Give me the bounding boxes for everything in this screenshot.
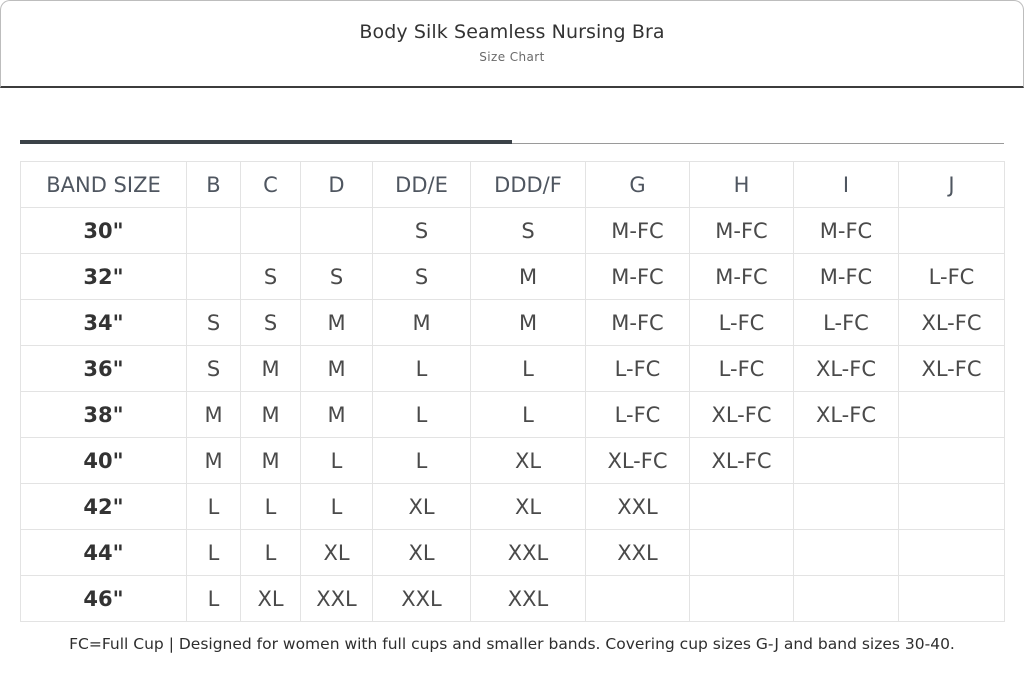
size-cell: L-FC	[586, 392, 690, 438]
size-cell: XL	[471, 484, 586, 530]
table-row	[21, 576, 1005, 622]
size-cell: M	[471, 254, 586, 300]
table-row	[21, 208, 1005, 254]
size-cell: XL-FC	[899, 300, 1005, 346]
size-cell: L-FC	[794, 300, 899, 346]
size-cell: S	[373, 254, 471, 300]
size-cell: S	[301, 254, 373, 300]
size-cell	[899, 576, 1005, 622]
column-header: H	[690, 162, 794, 208]
size-cell	[187, 208, 241, 254]
column-header: BAND SIZE	[21, 162, 187, 208]
size-cell	[690, 530, 794, 576]
size-cell: L	[187, 576, 241, 622]
size-cell	[690, 576, 794, 622]
column-header: B	[187, 162, 241, 208]
band-size-cell: 42"	[21, 484, 187, 530]
size-cell: S	[241, 254, 301, 300]
size-cell: M	[187, 438, 241, 484]
column-header: I	[794, 162, 899, 208]
size-cell: M	[373, 300, 471, 346]
size-cell: L-FC	[586, 346, 690, 392]
column-header: C	[241, 162, 301, 208]
size-cell: XXL	[373, 576, 471, 622]
band-size-cell: 34"	[21, 300, 187, 346]
band-size-cell: 36"	[21, 346, 187, 392]
size-cell: S	[471, 208, 586, 254]
size-cell: M-FC	[586, 208, 690, 254]
size-cell	[899, 208, 1005, 254]
size-cell: M	[241, 438, 301, 484]
size-cell: XXL	[586, 530, 690, 576]
size-cell: XL	[301, 530, 373, 576]
size-cell: M-FC	[794, 254, 899, 300]
size-cell: XL-FC	[794, 346, 899, 392]
size-cell	[794, 576, 899, 622]
table-row	[21, 530, 1005, 576]
size-cell: M	[301, 346, 373, 392]
size-cell: L-FC	[690, 346, 794, 392]
header-row	[21, 162, 1005, 208]
size-cell	[241, 208, 301, 254]
size-cell: XXL	[586, 484, 690, 530]
table-row	[21, 484, 1005, 530]
size-cell: M	[301, 300, 373, 346]
size-cell	[899, 530, 1005, 576]
size-cell: M	[241, 346, 301, 392]
size-cell	[586, 576, 690, 622]
size-cell: L	[471, 346, 586, 392]
size-cell: L	[187, 484, 241, 530]
size-cell: XL	[373, 484, 471, 530]
band-size-cell: 44"	[21, 530, 187, 576]
size-cell	[899, 392, 1005, 438]
size-cell: L-FC	[690, 300, 794, 346]
size-cell: XL	[373, 530, 471, 576]
band-size-cell: 40"	[21, 438, 187, 484]
size-cell: L	[241, 484, 301, 530]
table-row	[21, 438, 1005, 484]
size-cell: L	[301, 438, 373, 484]
size-cell: XL	[471, 438, 586, 484]
column-header: D	[301, 162, 373, 208]
column-header: J	[899, 162, 1005, 208]
column-header: DDD/F	[471, 162, 586, 208]
size-cell: L	[301, 484, 373, 530]
size-cell: L	[373, 392, 471, 438]
size-cell: M	[301, 392, 373, 438]
page-subtitle: Size Chart	[479, 50, 545, 64]
size-cell	[899, 484, 1005, 530]
size-cell: XL-FC	[586, 438, 690, 484]
table-row	[21, 254, 1005, 300]
column-header: G	[586, 162, 690, 208]
size-cell	[690, 484, 794, 530]
band-size-cell: 30"	[21, 208, 187, 254]
size-cell	[794, 484, 899, 530]
size-cell: M	[241, 392, 301, 438]
size-cell: XL-FC	[690, 392, 794, 438]
tab-active-indicator[interactable]	[20, 140, 512, 144]
size-cell: M-FC	[690, 208, 794, 254]
size-cell: L	[471, 392, 586, 438]
size-cell: XL-FC	[690, 438, 794, 484]
column-header: DD/E	[373, 162, 471, 208]
size-cell	[899, 438, 1005, 484]
band-size-cell: 32"	[21, 254, 187, 300]
size-cell: M-FC	[690, 254, 794, 300]
table-row	[21, 346, 1005, 392]
size-cell: XL-FC	[794, 392, 899, 438]
size-cell: XL	[241, 576, 301, 622]
band-size-cell: 46"	[21, 576, 187, 622]
size-cell: XL-FC	[899, 346, 1005, 392]
tab-indicator-bar	[20, 138, 1004, 146]
chart-header	[0, 0, 1024, 88]
size-cell	[187, 254, 241, 300]
size-cell: M-FC	[794, 208, 899, 254]
size-cell: L	[187, 530, 241, 576]
size-chart-table	[20, 161, 1005, 622]
size-cell: S	[373, 208, 471, 254]
size-cell: L	[241, 530, 301, 576]
size-cell: L	[373, 438, 471, 484]
size-cell: XXL	[471, 576, 586, 622]
size-cell: M-FC	[586, 254, 690, 300]
table-row	[21, 300, 1005, 346]
size-cell: M	[471, 300, 586, 346]
size-cell: L-FC	[899, 254, 1005, 300]
footnote: FC=Full Cup | Designed for women with full cups and smaller bands. Covering cup sizes G-J and band sizes 30-40.	[69, 635, 955, 653]
size-cell: S	[187, 346, 241, 392]
size-cell: M	[187, 392, 241, 438]
band-size-cell: 38"	[21, 392, 187, 438]
size-cell: S	[187, 300, 241, 346]
table-row	[21, 392, 1005, 438]
size-cell: M-FC	[586, 300, 690, 346]
size-cell	[794, 530, 899, 576]
size-cell: L	[373, 346, 471, 392]
page-title: Body Silk Seamless Nursing Bra	[359, 21, 665, 43]
size-cell: S	[241, 300, 301, 346]
size-cell	[301, 208, 373, 254]
tab-track	[512, 143, 1004, 144]
size-cell: XXL	[471, 530, 586, 576]
size-cell	[794, 438, 899, 484]
size-cell: XXL	[301, 576, 373, 622]
